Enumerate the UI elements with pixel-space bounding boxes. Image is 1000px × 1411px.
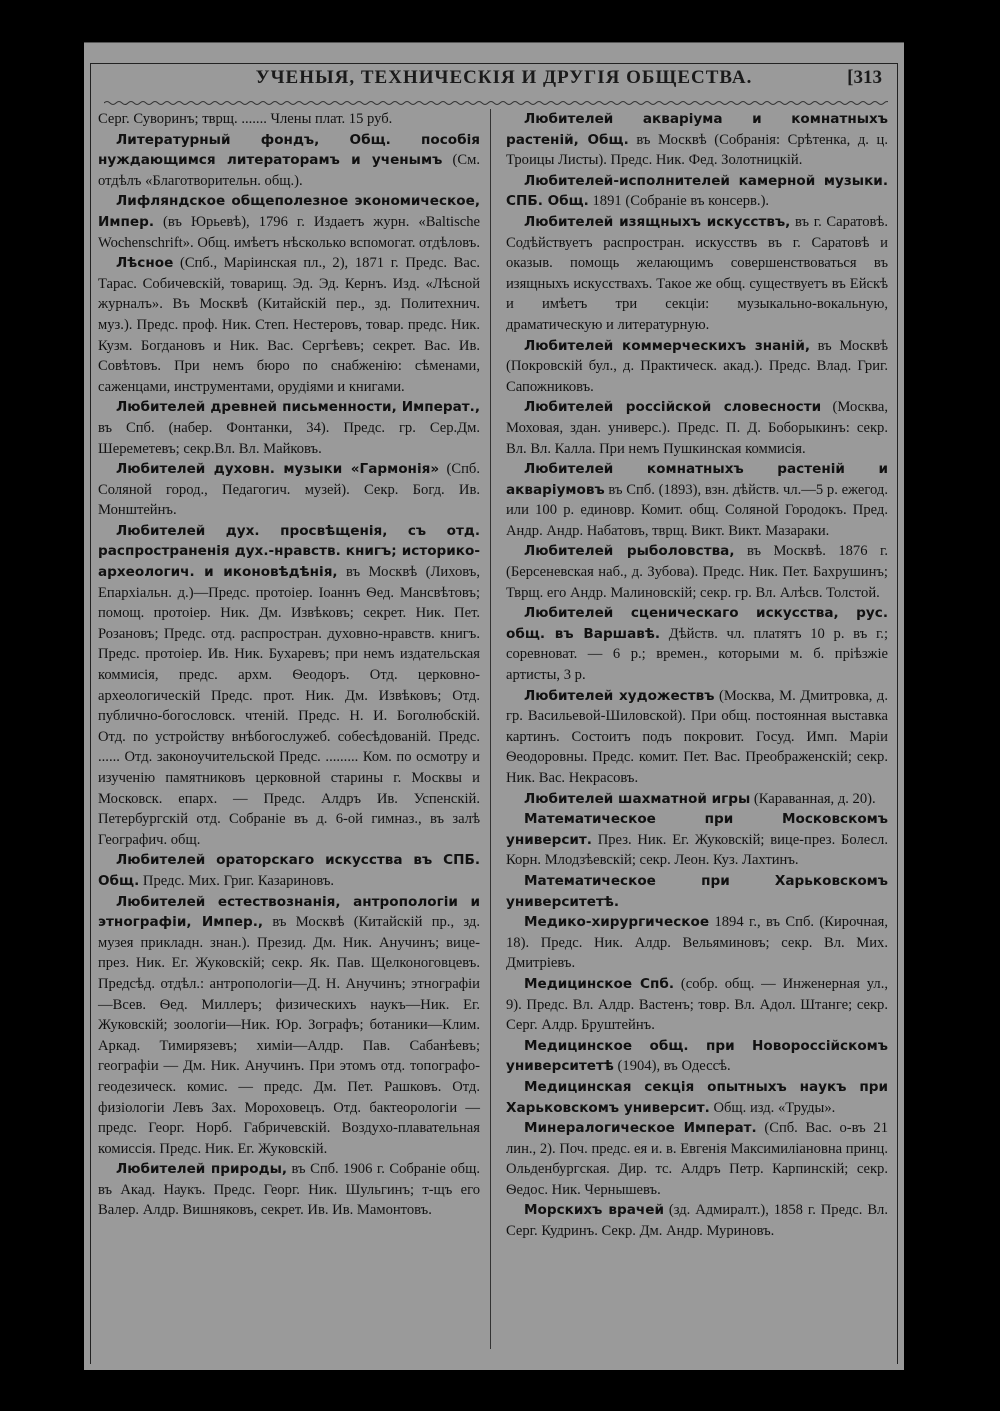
directory-entry <box>506 603 888 685</box>
directory-entry <box>506 1036 888 1077</box>
entry-heading: Любителей дух. просвѣщенія, съ отд. распространенія дух.-нравств. книгъ; историко-археологич. и иконовѣдѣнія, <box>98 522 480 581</box>
entry-heading: Медицинское Спб. <box>524 975 675 992</box>
directory-entry <box>98 892 480 1160</box>
entry-heading: Медицинское общ. при Новороссійскомъ университетѣ <box>506 1037 888 1075</box>
entry-text: (собр. общ. — Инженерная ул., 9). Предс. Вл. Алдр. Вастенъ; товр. Вл. Адол. Штанге; секр. Серг. Алдр. Бруштейнъ. <box>506 975 888 1034</box>
entry-heading: Любителей рыболовства, <box>524 543 735 560</box>
entry-heading: Любителей коммерческихъ знаній, <box>524 337 811 354</box>
entry-text: (Караванная, д. 20). <box>750 790 876 807</box>
directory-entry <box>98 521 480 851</box>
entry-text: (См. отдѣлъ «Благотворительн. общ.). <box>98 152 480 189</box>
entry-text: През. Ник. Ег. Жуковскій; вице-през. Болесл. Корн. Млодзѣевскій; секр. Леон. Куз. Лахтинъ. <box>506 831 888 869</box>
entry-heading: Любителей природы, <box>116 1161 288 1178</box>
entry-heading: Лифляндское общеполезное экономическое, Импер. <box>98 193 480 230</box>
entry-text: 1891 (Собраніе въ консерв.). <box>588 193 770 210</box>
entry-heading: Математическое при Московскомъ университ. <box>506 811 888 848</box>
entry-text: 1894 г., въ Спб. (Кирочная, 18). Предс. Ник. Алдр. Вельяминовъ; секр. Вл. Мих. Дмитріевъ. <box>506 914 888 972</box>
ornamental-rule <box>104 99 888 107</box>
entry-heading: Минералогическое Императ. <box>524 1120 757 1137</box>
entry-heading: Любителей-исполнителей камерной музыки. СПБ. Общ. <box>506 172 888 210</box>
entry-text: въ Москвѣ (Лиховъ, Епархіальн. д.)—Предс. протоіер. Іоаннъ Ѳед. Мансвѣтовъ; помощ. протоіер. Ник. Дм. Извѣковъ; секрет. Ник. Пет. Розановъ; Предс. отд. распростран. духовно-нравств. книгъ. Предс. протоіер. Ив. Ник. Бухаревъ; при немъ издательская коммисія, предс. архм. Ѳеодоръ. Отд. церковно-археологическій Предс. прот. Ник. Дм. Извѣковъ; Отд. публично-богословск. чтеній. Предс. Н. И. Боголюбскій. Отд. по устройству внѣбогослужеб. собесѣдованій. Предс. ...... Отд. законоучительской Предс. ......... Ком. по осмотру и изученію памятниковъ церковной старины г. Москвы и Московск. епарх. — Предс. Алдръ Ив. Успенскій. Петербургскій отд. Собраніе въ д. 6-ой гимназ., въ залѣ Географич. общ. <box>98 564 480 848</box>
directory-entry <box>98 191 480 253</box>
entry-text: въ г. Саратовѣ. Содѣйствуетъ распростран. искусствъ въ г. Саратовѣ и оказыв. помощь желающимъ совершенствоваться въ изящныхъ искусствахъ. Такое же общ. существуетъ въ Ейскѣ и имѣетъ три секціи: музыкально-вокальную, драматическую и литературную. <box>506 213 888 333</box>
directory-entry <box>506 171 888 212</box>
entry-heading: Математическое при Харьковскомъ университетѣ. <box>506 872 888 910</box>
entry-text: въ Москвѣ. 1876 г. (Берсеневская наб., д. Зубова). Предс. Ник. Пет. Бахрушинъ; Тврщ. его Андр. Малиновскій; секр. гр. Вл. Алѣсв. Толстой. <box>506 543 888 601</box>
entry-text: Дѣйств. чл. платятъ 10 р. въ г.; соревноват. — 6 р.; времен., которыми м. б. пріѣзжіе артисты, 3 р. <box>506 625 889 684</box>
column-divider <box>490 109 491 1349</box>
entry-heading: Любителей акваріума и комнатныхъ растеній, Общ. <box>506 111 888 148</box>
directory-entry <box>98 1159 480 1221</box>
entry-heading: Любителей комнатныхъ растеній и акваріумовъ <box>506 461 888 498</box>
entry-text: въ Спб. 1906 г. Собраніе общ. въ Акад. Наукъ. Предс. Георг. Ник. Шульгинъ; т-щъ его Валер. Алдр. Вишняковъ, секрет. Ив. Ив. Мамонтовъ. <box>98 1161 480 1219</box>
directory-entry <box>98 109 480 130</box>
directory-entry <box>98 850 480 891</box>
entry-heading: Любителей ораторскаго искусства въ СПБ. Общ. <box>98 852 480 889</box>
entry-text: Общ. изд. «Труды». <box>709 1099 836 1116</box>
directory-entry <box>98 459 480 521</box>
entry-heading: Любителей изящныхъ искусствъ, <box>524 213 791 230</box>
directory-entry <box>506 809 888 871</box>
entry-text: Серг. Суворинъ; тврщ. ....... Члены плат. 15 руб. <box>98 111 393 127</box>
entry-heading: Любителей россійской словесности <box>524 399 822 416</box>
directory-entry <box>506 1077 888 1118</box>
entry-text: (Москва, Моховая, здан. универс.). Предс. П. Д. Боборыкинъ: секр. Вл. Вл. Калла. При немъ Пушкинская коммисія. <box>506 399 888 457</box>
directory-entry <box>506 1118 888 1200</box>
entry-heading: Морскихъ врачей <box>524 1202 664 1219</box>
entry-text: (Спб. Соляной город., Педагогич. музей). Секр. Богд. Ив. Монштейнъ. <box>98 461 480 519</box>
entry-text: въ Спб. (1893), взн. дѣйств. чл.—5 р. ежегод. или 100 р. единовр. Комит. общ. Соляной Городокъ. Пред. Андр. Андр. Набатовъ, тврщ. Викт. Викт. Мазараки. <box>506 481 888 539</box>
entry-heading: Литературный фондъ, Общ. пособія нуждающимся литераторамъ и ученымъ <box>98 131 480 169</box>
directory-entry <box>98 397 480 459</box>
directory-entry <box>506 1200 888 1241</box>
left-column <box>98 109 480 1221</box>
entry-text: въ Спб. (набер. Фонтанки, 34). Предс. гр. Сер.Дм. Шереметевъ; секр.Вл. Вл. Майковъ. <box>98 419 480 457</box>
entry-text: Предс. Мих. Григ. Казариновъ. <box>139 872 335 889</box>
directory-entry <box>506 686 888 789</box>
entry-text: въ Москвѣ (Собранія: Срѣтенка, д. ц. Троицы Листы). Предс. Ник. Фед. Золотницкій. <box>506 131 888 169</box>
entry-heading: Медицинская секція опытныхъ наукъ при Харьковскомъ университ. <box>506 1078 888 1116</box>
entry-text: въ Москвѣ (Китайскій пр., зд. музея прикладн. знан.). Презид. Дм. Ник. Анучинъ; вице-през. Ник. Ег. Жуковскій; секр. Як. Пав. Щелконоговцевъ. Предсѣд. отдѣл.: антропологіи—Д. Н. Анучинъ; этнографіи—Всев. Ѳед. Миллеръ; физическихъ наукъ—Ник. Ег. Жуковскій; зоологіи—Ник. Юр. Зографъ; ботаники—Клим. Аркад. Тимирязевъ; химіи—Алдр. Пав. Сабанѣевъ; географіи — Дм. Ник. Анучинъ. При этомъ отд. топографо-геодезическ. комис. — предс. Дм. Пет. Рашковъ. Отд. физіологіи Левъ Зах. Мороховецъ. Отд. бактеорологіи — предс. Георг. Норб. Габричевскій. Воздухо-плавательная комиссія. Предс. Ник. Ег. Жуковскій. <box>98 914 480 1157</box>
directory-entry <box>98 253 480 397</box>
directory-entry <box>506 109 888 171</box>
directory-entry <box>98 130 480 192</box>
entry-text: (1904), въ Одессѣ. <box>613 1058 731 1075</box>
directory-entry <box>506 912 888 974</box>
directory-entry <box>506 541 888 603</box>
directory-entry <box>506 212 888 336</box>
entry-text: въ Москвѣ (Покровскій бул., д. Практическ. акад.). Предс. Влад. Григ. Сапожниковъ. <box>506 337 889 395</box>
directory-entry <box>506 974 888 1036</box>
book-page <box>84 42 904 1370</box>
entry-heading: Любителей шахматной игры <box>524 790 751 807</box>
entry-heading: Любителей сценическаго искусства, рус. общ. въ Варшавѣ. <box>506 605 888 642</box>
directory-entry <box>506 397 888 459</box>
entry-text: (Спб., Маріинская пл., 2), 1871 г. Предс. Вас. Тарас. Собичевскій, товарищ. Эд. Эд. Кернъ. Изд. «Лѣсной журналъ». Въ Москвѣ (Китайскій пер., зд. Политехнич. муз.). Предс. проф. Ник. Степ. Нестеровъ, товар. предс. Ник. Кузм. Богдановъ и Ник. Вас. Сергѣевъ; секрет. Вас. Ив. Совѣтовъ. При немъ бюро по снабженію: сѣменами, саженцами, инструментами, орудіями и книгами. <box>98 255 480 395</box>
page-number: [313 <box>847 67 882 88</box>
entry-text: (Спб. Вас. о-въ 21 лин., 2). Поч. предс. ея и. в. Евгенія Максимиліановна принц. Ольденбургская. Дир. тс. Алдръ Петр. Карпинскій; секр. Ѳедос. Ник. Чернышевъ. <box>506 1120 888 1198</box>
entry-heading: Любителей художествъ <box>524 687 715 704</box>
entry-heading: Любителей духовн. музыки «Гармонія» <box>116 461 440 478</box>
entry-text: (Москва, М. Дмитровка, д. гр. Васильевой-Шиловской). При общ. постоянная выставка картинъ. Состоитъ подъ покровит. Госуд. Имп. Маріи Ѳеодоровны. Предс. комит. Пет. Вас. Преображенскій; секр. Ник. Вас. Некрасовъ. <box>506 687 888 786</box>
entry-heading: Любителей естествознанія, антропологіи и этнографіи, Импер., <box>98 893 480 931</box>
entry-heading: Лѣсное <box>116 255 174 272</box>
running-header: УЧЕНЫЯ, ТЕХНИЧЕСКІЯ И ДРУГІЯ ОБЩЕСТВА. <box>255 67 753 88</box>
entry-text: (въ Юрьевѣ), 1796 г. Издаетъ журн. «Baltische Wochenschrift». Общ. имѣетъ нѣсколько вспомогат. отдѣловъ. <box>98 213 480 251</box>
directory-entry <box>506 871 888 912</box>
entry-heading: Любителей древней письменности, Императ., <box>116 399 480 416</box>
directory-entry <box>506 789 888 810</box>
right-column <box>506 109 888 1242</box>
entry-text: (зд. Адмиралт.), 1858 г. Предс. Вл. Серг. Кудринъ. Секр. Дм. Андр. Муриновъ. <box>506 1202 888 1240</box>
directory-entry <box>506 459 888 541</box>
entry-heading: Медико-хирургическое <box>524 914 710 931</box>
directory-entry <box>506 336 888 398</box>
